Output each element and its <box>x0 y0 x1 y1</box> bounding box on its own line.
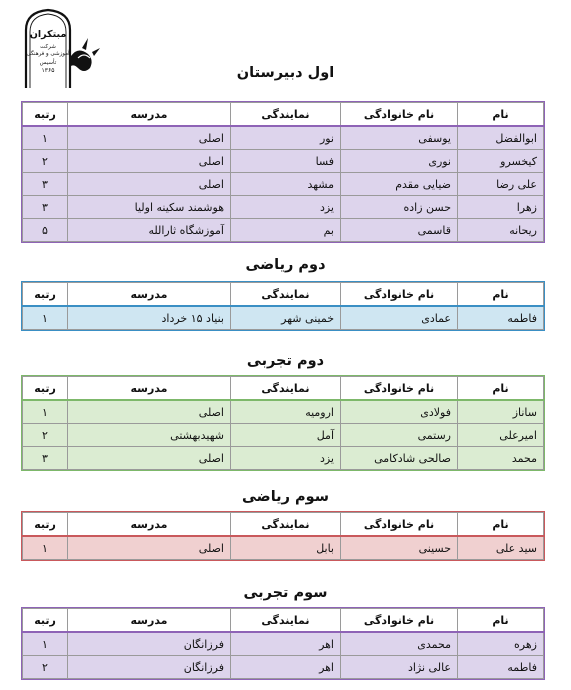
cell-school: اصلی <box>68 150 231 173</box>
cell-family-name: محمدی <box>341 632 458 656</box>
logo-line-3: تأسیس <box>39 60 57 66</box>
table-row <box>23 656 544 679</box>
cell-school: هوشمند سکینه اولیا <box>68 196 231 219</box>
cell-rank: ۲ <box>23 424 68 447</box>
cell-school: اصلی <box>68 173 231 196</box>
section-title-4: سوم ریاضی <box>242 489 329 505</box>
cell-city: یزد <box>231 447 341 470</box>
cell-school: اصلی <box>68 126 231 150</box>
section-title-5: سوم تجربی <box>243 585 328 601</box>
cell-name: فاطمه <box>458 656 544 679</box>
cell-city: فسا <box>231 150 341 173</box>
column-header-school: مدرسه <box>68 609 231 633</box>
column-header-rank: رتبه <box>23 513 68 537</box>
column-header-name: نام <box>458 283 544 307</box>
table-row <box>23 173 544 196</box>
table-row <box>23 424 544 447</box>
column-header-rank: رتبه <box>23 377 68 401</box>
column-header-school: مدرسه <box>68 103 231 127</box>
cell-name: محمد <box>458 447 544 470</box>
cell-school: اصلی <box>68 400 231 424</box>
results-table-4 <box>22 512 544 560</box>
cell-rank: ۳ <box>23 196 68 219</box>
cell-rank: ۵ <box>23 219 68 242</box>
cell-school: شهیدبهشتی <box>68 424 231 447</box>
cell-school: اصلی <box>68 447 231 470</box>
column-header-family-name: نام خانوادگی <box>341 283 458 307</box>
cell-rank: ۱ <box>23 126 68 150</box>
cell-name: علی رضا <box>458 173 544 196</box>
cell-family-name: ضیایی مقدم <box>341 173 458 196</box>
column-header-city: نمایندگی <box>231 283 341 307</box>
section-title-2: دوم ریاضی <box>245 257 326 273</box>
cell-name: ساناز <box>458 400 544 424</box>
cell-name: ریحانه <box>458 219 544 242</box>
cell-rank: ۱ <box>23 536 68 560</box>
column-header-city: نمایندگی <box>231 103 341 127</box>
results-table-5 <box>22 608 544 679</box>
logo-title: مبتکران <box>29 29 67 40</box>
cell-rank: ۱ <box>23 306 68 330</box>
column-header-city: نمایندگی <box>231 377 341 401</box>
cell-family-name: حسینی <box>341 536 458 560</box>
cell-rank: ۳ <box>23 173 68 196</box>
cell-family-name: عمادی <box>341 306 458 330</box>
column-header-school: مدرسه <box>68 513 231 537</box>
cell-city: بابل <box>231 536 341 560</box>
cell-rank: ۳ <box>23 447 68 470</box>
cell-city: بم <box>231 219 341 242</box>
logo-line-2: آموزشی و فرهنگی <box>26 51 70 57</box>
cell-name: زهره <box>458 632 544 656</box>
column-header-rank: رتبه <box>23 103 68 127</box>
column-header-family-name: نام خانوادگی <box>341 513 458 537</box>
cell-school: بنیاد ۱۵ خرداد <box>68 306 231 330</box>
table-row <box>23 632 544 656</box>
cell-school: اصلی <box>68 536 231 560</box>
column-header-name: نام <box>458 513 544 537</box>
cell-family-name: یوسفی <box>341 126 458 150</box>
table-row <box>23 196 544 219</box>
column-header-school: مدرسه <box>68 377 231 401</box>
table-row <box>23 150 544 173</box>
table-row <box>23 126 544 150</box>
results-table-2 <box>22 282 544 330</box>
cell-city: ارومیه <box>231 400 341 424</box>
cell-rank: ۲ <box>23 656 68 679</box>
cell-name: سید علی <box>458 536 544 560</box>
cell-name: زهرا <box>458 196 544 219</box>
table-header-row <box>23 513 544 537</box>
cell-school: فرزانگان <box>68 656 231 679</box>
column-header-city: نمایندگی <box>231 609 341 633</box>
table-header-row <box>23 609 544 633</box>
table-row <box>23 447 544 470</box>
cell-name: کیخسرو <box>458 150 544 173</box>
section-title-3: دوم تجربی <box>246 353 325 369</box>
table-header-row <box>23 103 544 127</box>
cell-name: ابوالفضل <box>458 126 544 150</box>
cell-name: فاطمه <box>458 306 544 330</box>
cell-city: آمل <box>231 424 341 447</box>
column-header-family-name: نام خانوادگی <box>341 103 458 127</box>
cell-rank: ۲ <box>23 150 68 173</box>
cell-rank: ۱ <box>23 400 68 424</box>
cell-rank: ۱ <box>23 632 68 656</box>
cell-city: خمینی شهر <box>231 306 341 330</box>
cell-school: آموزشگاه ثارالله <box>68 219 231 242</box>
logo-line-1: شرکت <box>40 44 56 50</box>
cell-family-name: صالحی شادکامی <box>341 447 458 470</box>
table-header-row <box>23 283 544 307</box>
table-header-row <box>23 377 544 401</box>
cell-city: مشهد <box>231 173 341 196</box>
cell-school: فرزانگان <box>68 632 231 656</box>
column-header-name: نام <box>458 609 544 633</box>
column-header-name: نام <box>458 103 544 127</box>
column-header-family-name: نام خانوادگی <box>341 377 458 401</box>
column-header-city: نمایندگی <box>231 513 341 537</box>
cell-city: یزد <box>231 196 341 219</box>
cell-city: اهر <box>231 632 341 656</box>
cell-city: اهر <box>231 656 341 679</box>
column-header-name: نام <box>458 377 544 401</box>
column-header-rank: رتبه <box>23 609 68 633</box>
cell-family-name: قاسمی <box>341 219 458 242</box>
results-table-3 <box>22 376 544 470</box>
table-row <box>23 306 544 330</box>
section-title-1: اول دبیرستان <box>236 65 335 81</box>
results-table-1 <box>22 102 544 242</box>
cell-name: امیرعلی <box>458 424 544 447</box>
column-header-school: مدرسه <box>68 283 231 307</box>
table-row <box>23 219 544 242</box>
cell-city: نور <box>231 126 341 150</box>
cell-family-name: فولادی <box>341 400 458 424</box>
logo-year: ۱۳۶۵ <box>41 67 55 74</box>
table-row <box>23 536 544 560</box>
table-row <box>23 400 544 424</box>
cell-family-name: عالی نژاد <box>341 656 458 679</box>
column-header-rank: رتبه <box>23 283 68 307</box>
cell-family-name: حسن زاده <box>341 196 458 219</box>
column-header-family-name: نام خانوادگی <box>341 609 458 633</box>
cell-family-name: نوری <box>341 150 458 173</box>
cell-family-name: رستمی <box>341 424 458 447</box>
